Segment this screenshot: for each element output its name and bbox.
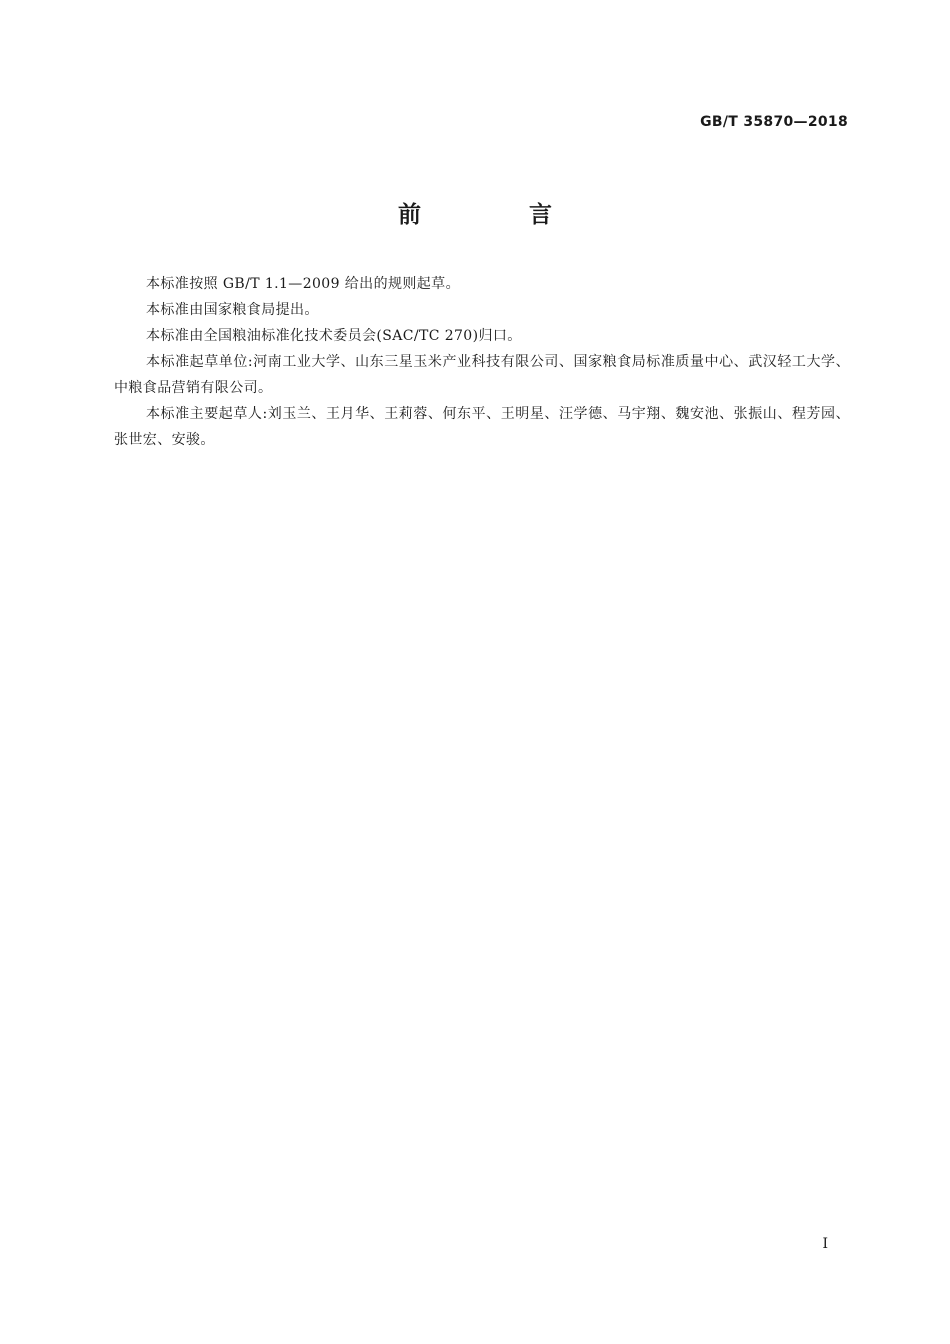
paragraph-drafting-rules: 本标准按照 GB/T 1.1—2009 给出的规则起草。 bbox=[146, 276, 460, 292]
paragraph-proposer: 本标准由国家粮食局提出。 bbox=[146, 302, 319, 318]
page-title: 前 言 bbox=[397, 202, 602, 228]
foreword-body bbox=[114, 271, 850, 453]
page-number: I bbox=[822, 1236, 828, 1252]
paragraph-drafting-units: 本标准起草单位:河南工业大学、山东三星玉米产业科技有限公司、国家粮食局标准质量中心、武汉轻工大学、中粮食品营销有限公司。 bbox=[114, 354, 850, 396]
paragraph-administrator: 本标准由全国粮油标准化技术委员会(SAC/TC 270)归口。 bbox=[146, 328, 522, 344]
paragraph-drafters: 本标准主要起草人:刘玉兰、王月华、王莉蓉、何东平、王明星、汪学德、马宇翔、魏安池、张振山、程芳园、张世宏、安骏。 bbox=[114, 406, 850, 448]
standard-number: GB/T 35870—2018 bbox=[700, 114, 848, 130]
